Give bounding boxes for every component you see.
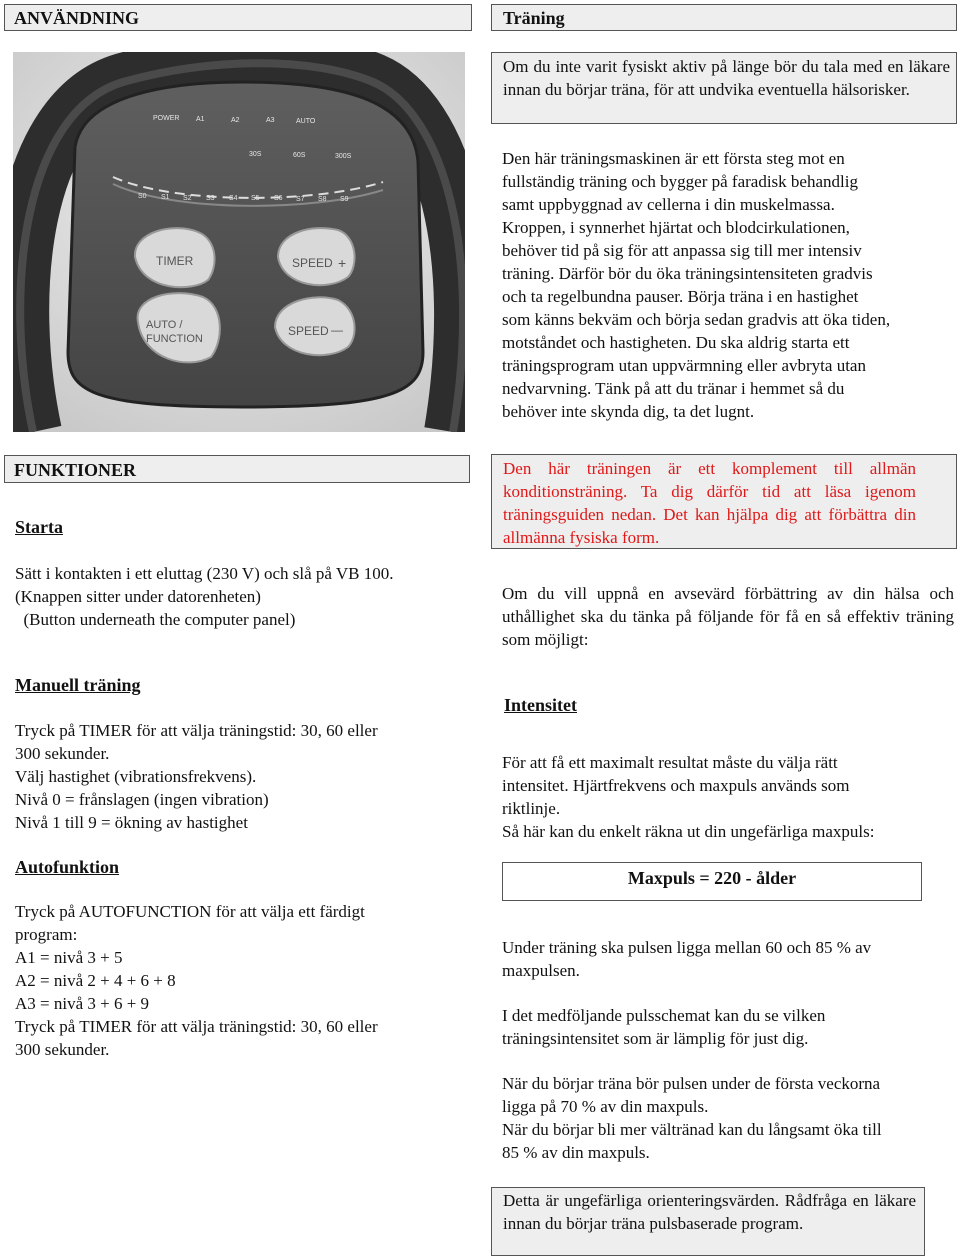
warning-box <box>491 52 957 124</box>
speed-plus-button[interactable] <box>278 228 355 285</box>
complement-box <box>491 454 957 549</box>
text-line: ligga på 70 % av din maxpuls. <box>502 1097 709 1116</box>
panel-label-s3: S3 <box>206 195 215 202</box>
panel-label-power: POWER <box>153 115 180 122</box>
text-line: Tryck på AUTOFUNCTION för att välja ett färdigt <box>15 902 365 921</box>
intensitet-text <box>502 751 957 843</box>
panel-label-s5: S5 <box>251 195 260 202</box>
text-line: träningsprogram utan uppvärmning eller avbryta utan <box>502 356 866 375</box>
orientation-box <box>491 1187 925 1256</box>
text-line: samt uppbyggnad av cellerna i din muskelmassa. <box>502 195 835 214</box>
text-line: riktlinje. <box>502 799 561 818</box>
control-panel-drawing <box>13 52 465 432</box>
panel-label-a1: A1 <box>196 116 205 123</box>
text-line: Sätt i kontakten i ett eluttag (230 V) och slå på VB 100. <box>15 564 394 583</box>
panel-label-300s: 300S <box>335 153 352 160</box>
text-line: Så här kan du enkelt räkna ut din ungefärliga maxpuls: <box>502 822 875 841</box>
text-line: nedvarvning. Tänk på att du tränar i hemmet så du <box>502 379 845 398</box>
panel-label-s9: S9 <box>340 196 349 203</box>
text-line: (Button underneath the computer panel) <box>15 610 296 629</box>
under-traning-text <box>502 936 957 982</box>
intro-paragraph <box>502 147 957 423</box>
text-line: behöver tid på sig för att anpassa sig till mer intensiv <box>502 241 862 260</box>
speed-plus-label: SPEED <box>292 256 333 270</box>
panel-label-30s: 30S <box>249 151 262 158</box>
text-line: 85 % av din maxpuls. <box>502 1143 650 1162</box>
plus-icon: + <box>338 255 347 271</box>
auto-text <box>15 900 470 1061</box>
text-line: träningsintensitet som är lämplig för just dig. <box>502 1029 809 1048</box>
minus-icon: — <box>331 323 343 337</box>
text-line: intensitet. Hjärtfrekvens och maxpuls används som <box>502 776 850 795</box>
panel-label-60s: 60S <box>293 152 306 159</box>
text-line: behöver inte skynda dig, ta det lugnt. <box>502 402 755 421</box>
text-line: När du börjar bli mer vältränad kan du långsamt öka till <box>502 1120 882 1139</box>
text-line: 300 sekunder. <box>15 1040 110 1059</box>
improvement-text: Om du vill uppnå en avsevärd förbättring av din hälsa och uthållighet ska du tänka på följande för få en så effektiv träning som möjligt: <box>502 584 954 649</box>
panel-label-s2: S2 <box>183 195 192 202</box>
panel-label-auto: AUTO <box>296 118 316 125</box>
text-line: (Knappen sitter under datorenheten) <box>15 587 261 606</box>
panel-label-s7: S7 <box>296 196 305 203</box>
heading-starta: Starta <box>15 517 63 537</box>
manuell-text <box>15 719 470 834</box>
borjar-trana-text <box>502 1072 957 1164</box>
text-line: A1 = nivå 3 + 5 <box>15 948 123 967</box>
heading-manuell-traning: Manuell träning <box>15 675 141 695</box>
panel-label-s1: S1 <box>161 194 170 201</box>
text-line: som känns bekväm och börja sedan gradvis att öka tiden, <box>502 310 891 329</box>
maxpuls-box <box>502 862 922 901</box>
text-line: A2 = nivå 2 + 4 + 6 + 8 <box>15 971 176 990</box>
heading-autofunktion: Autofunktion <box>15 857 120 877</box>
panel-label-a3: A3 <box>266 117 275 124</box>
text-line: maxpulsen. <box>502 961 580 980</box>
panel-label-s0: S0 <box>138 193 147 200</box>
starta-text <box>15 562 470 631</box>
text-line: Tryck på TIMER för att välja träningstid: 30, 60 eller <box>15 1017 378 1036</box>
panel-label-s6: S6 <box>274 195 283 202</box>
header-anvandning: ANVÄNDNING <box>4 4 472 31</box>
text-line: träning. Därför bör du öka träningsintensiteten gradvis <box>502 264 873 283</box>
speed-minus-label: SPEED <box>288 324 329 338</box>
text-line: I det medföljande pulsschemat kan du se vilken <box>502 1006 826 1025</box>
control-panel-image <box>13 52 465 432</box>
panel-label-s4: S4 <box>229 195 238 202</box>
text-line: Nivå 0 = frånslagen (ingen vibration) <box>15 790 269 809</box>
text-line: Den här träningsmaskinen är ett första steg mot en <box>502 149 845 168</box>
text-line: A3 = nivå 3 + 6 + 9 <box>15 994 150 1013</box>
orientation-text: Detta är ungefärliga orienteringsvärden. Rådfråga en läkare innan du börjar träna pulsbaserade program. <box>503 1191 916 1233</box>
complement-text: Den här träningen är ett komplement till allmän konditionsträning. Ta dig därför tid att läsa igenom träningsguiden nedan. Det kan hjälpa dig att förbättra din allmänna fysiska form. <box>503 459 916 547</box>
text-line: motståndet och hastigheten. Du ska aldrig starta ett <box>502 333 850 352</box>
header-traning: Träning <box>491 4 957 31</box>
text-line: När du börjar träna bör pulsen under de första veckorna <box>502 1074 881 1093</box>
text-line: fullständig träning och bygger på faradisk behandlig <box>502 172 858 191</box>
header-funktioner: FUNKTIONER <box>4 455 470 483</box>
text-line: Kroppen, i synnerhet hjärtat och blodcirkulationen, <box>502 218 850 237</box>
panel-label-s8: S8 <box>318 196 327 203</box>
text-line: program: <box>15 925 78 944</box>
warning-text: Om du inte varit fysiskt aktiv på länge bör du tala med en läkare innan du börjar träna, för att undvika eventuella hälsorisker. <box>503 57 950 99</box>
auto-button-label-1: AUTO / <box>146 319 183 331</box>
text-line: För att få ett maximalt resultat måste du välja rätt <box>502 753 838 772</box>
text-line: Tryck på TIMER för att välja träningstid: 30, 60 eller <box>15 721 378 740</box>
text-line: 300 sekunder. <box>15 744 110 763</box>
speed-minus-button[interactable] <box>275 297 355 355</box>
heading-intensitet: Intensitet <box>504 695 577 715</box>
text-line: Nivå 1 till 9 = ökning av hastighet <box>15 813 248 832</box>
panel-label-a2: A2 <box>231 117 240 124</box>
improvement-paragraph <box>502 582 954 651</box>
text-line: och ta regelbundna pauser. Börja träna i en hastighet <box>502 287 859 306</box>
maxpuls-formula: Maxpuls = 220 - ålder <box>627 868 797 888</box>
text-line: Under träning ska pulsen ligga mellan 60 och 85 % av <box>502 938 872 957</box>
timer-button-label: TIMER <box>156 254 194 268</box>
auto-button-label-2: FUNCTION <box>146 333 203 345</box>
text-line: Välj hastighet (vibrationsfrekvens). <box>15 767 257 786</box>
pulsschema-text <box>502 1004 957 1050</box>
